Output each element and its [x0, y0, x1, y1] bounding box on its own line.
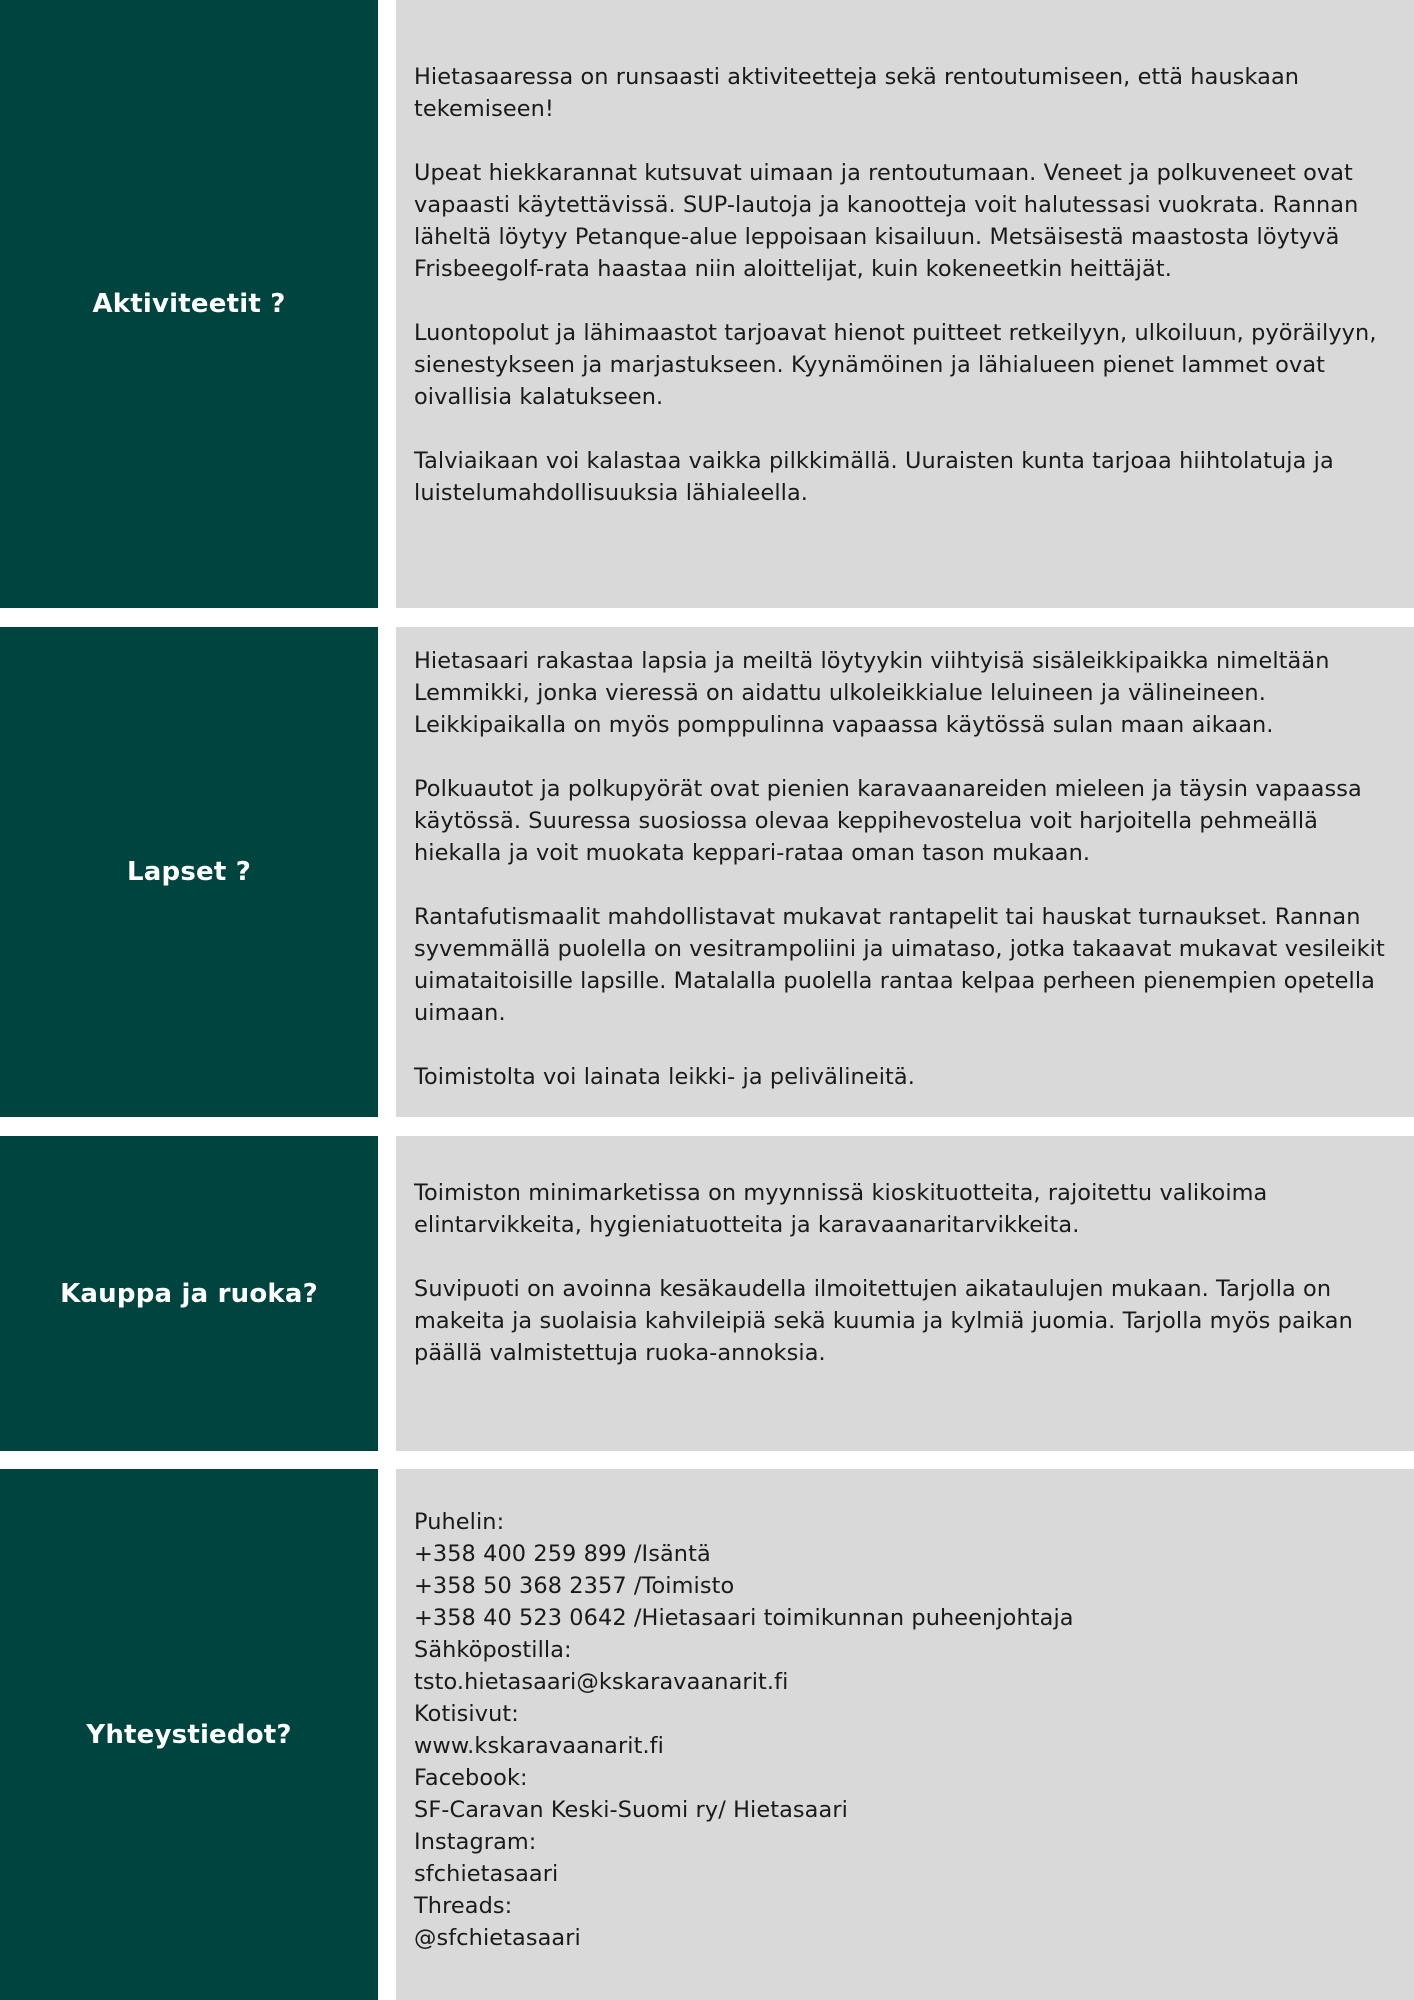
paragraph: Upeat hiekkarannat kutsuvat uimaan ja rentoutumaan. Veneet ja polkuveneet ovat vapaasti käytettävissä. SUP-lautoja ja kanootteja voit halutessasi vuokrata. Rannan läheltä löytyy Petanque-alue leppoisaan kisailuun. Metsäisestä maastosta löytyvä Frisbeegolf-rata haastaa niin aloittelijat, kuin kokeneetkin heittäjät.	[414, 160, 1359, 282]
contact-heading-instagram: Instagram:	[414, 1829, 537, 1855]
paragraph: Suvipuoti on avoinna kesäkaudella ilmoitettujen aikataulujen mukaan. Tarjolla on makeita ja suolaisia kahvileipiä sekä kuumia ja kylmiä juomia. Tarjolla myös paikan päällä valmistettuja ruoka-annoksia.	[414, 1276, 1353, 1366]
section-title: Lapset ?	[127, 857, 251, 887]
section-aktiviteetit	[0, 0, 1414, 608]
contact-instagram-link[interactable]: sfchietasaari	[414, 1861, 559, 1887]
contact-email-link[interactable]: tsto.hietasaari@kskaravaanarit.fi	[414, 1669, 789, 1695]
section-label-box	[0, 1469, 378, 2000]
section-label-box	[0, 0, 378, 608]
contact-heading-email: Sähköpostilla:	[414, 1637, 572, 1663]
section-yhteystiedot	[0, 1469, 1414, 2000]
paragraph: Hietasaari rakastaa lapsia ja meiltä löytyykin viihtyisä sisäleikkipaikka nimeltään Lemmikki, jonka vieressä on aidattu ulkoleikkialue leluineen ja välineineen. Leikkipaikalla on myös pomppulinna vapaassa käytössä sulan maan aikaan.	[414, 648, 1330, 738]
paragraph: Rantafutismaalit mahdollistavat mukavat rantapelit tai hauskat turnaukset. Rannan syvemmällä puolella on vesitrampoliini ja uimataso, jotka takaavat mukavat vesileikit uimataitoisille lapsille. Matalalla puolella rantaa kelpaa perheen pienempien opetella uimaan.	[414, 904, 1385, 1026]
section-lapset	[0, 627, 1414, 1117]
section-content	[396, 1136, 1414, 1451]
section-kauppa	[0, 1136, 1414, 1451]
section-content	[396, 1469, 1414, 2000]
section-title: Aktiviteetit ?	[92, 289, 286, 319]
paragraph: Hietasaaressa on runsaasti aktiviteetteja sekä rentoutumiseen, että hauskaan tekemiseen!	[414, 64, 1300, 122]
paragraph: Toimistolta voi lainata leikki- ja pelivälineitä.	[414, 1064, 915, 1090]
section-label-box	[0, 627, 378, 1117]
contact-heading-facebook: Facebook:	[414, 1765, 528, 1791]
section-title: Yhteystiedot?	[86, 1719, 292, 1750]
paragraph: Polkuautot ja polkupyörät ovat pienien karavaanareiden mieleen ja täysin vapaassa käytössä. Suuressa suosiossa olevaa keppihevostelua voit harjoitella pehmeällä hiekalla ja voit muokata keppari-rataa oman tason mukaan.	[414, 776, 1362, 866]
section-label-box	[0, 1136, 378, 1451]
paragraph: Toimiston minimarketissa on myynnissä kioskituotteita, rajoitettu valikoima elintarvikkeita, hygieniatuotteita ja karavaanaritarvikkeita.	[414, 1180, 1268, 1238]
contact-heading-threads: Threads:	[414, 1893, 513, 1919]
contact-heading-website: Kotisivut:	[414, 1701, 519, 1727]
section-title: Kauppa ja ruoka?	[60, 1278, 318, 1309]
contact-facebook-link[interactable]: SF-Caravan Keski-Suomi ry/ Hietasaari	[414, 1797, 848, 1823]
contact-phone-office[interactable]: +358 50 368 2357 /Toimisto	[414, 1573, 735, 1599]
contact-phone-chair[interactable]: +358 40 523 0642 /Hietasaari toimikunnan puheenjohtaja	[414, 1605, 1074, 1631]
paragraph: Talviaikaan voi kalastaa vaikka pilkkimällä. Uuraisten kunta tarjoaa hiihtolatuja ja luistelumahdollisuuksia lähialeella.	[414, 448, 1334, 506]
contact-phone-host[interactable]: +358 400 259 899 /Isäntä	[414, 1541, 711, 1567]
paragraph: Luontopolut ja lähimaastot tarjoavat hienot puitteet retkeilyyn, ulkoiluun, pyöräilyyn, sienestykseen ja marjastukseen. Kyynämöinen ja lähialueen pienet lammet ovat oivallisia kalatukseen.	[414, 320, 1377, 410]
contact-website-link[interactable]: www.kskaravaanarit.fi	[414, 1733, 664, 1759]
contact-threads-link[interactable]: @sfchietasaari	[414, 1925, 581, 1951]
section-content	[396, 0, 1414, 608]
contact-heading-phone: Puhelin:	[414, 1509, 505, 1535]
section-content	[396, 627, 1414, 1117]
